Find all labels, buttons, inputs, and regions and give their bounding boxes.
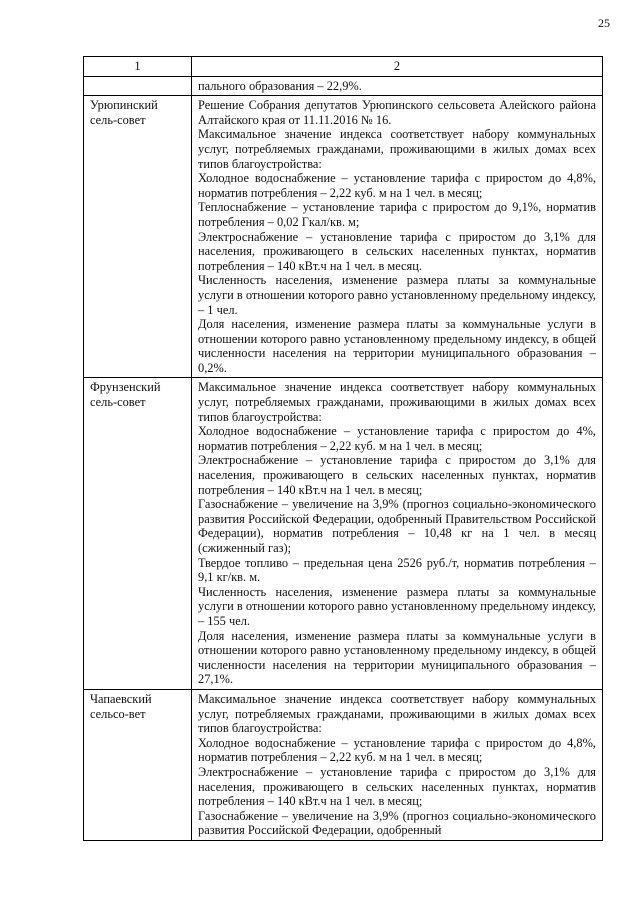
description-paragraph: Холодное водоснабжение – установление тарифа с приростом до 4,8%, норматив потребления – 2,22 куб. м на 1 чел. в месяц; xyxy=(198,735,596,765)
description-paragraph: пального образования – 22,9%. xyxy=(198,78,362,93)
description-paragraph: Холодное водоснабжение – установление тарифа с приростом до 4%, норматив потребления – 2,22 куб. м на 1 чел. в месяц; xyxy=(198,424,596,453)
table-body xyxy=(84,76,603,840)
description-paragraph: Решение Собрания депутатов Урюпинского сельсовета Алейского района Алтайского края от 11.11.2016 № 16. xyxy=(198,98,596,127)
description-paragraph: Максимальное значение индекса соответствует набору коммунальных услуг, потребляемых гражданами, проживающими в жилых домах всех типов благоустройства: xyxy=(198,127,596,171)
description-paragraph: Численность населения, изменение размера платы за коммунальные услуги в отношении которого равно установленному предельному индексу, – 1 чел. xyxy=(198,273,596,317)
description-paragraph: Теплоснабжение – установление тарифа с приростом до 9,1%, норматив потребления – 0,02 Гкал/кв. м; xyxy=(198,200,596,229)
page-number: 25 xyxy=(598,16,610,30)
description-cell xyxy=(192,689,603,840)
table-row xyxy=(84,689,603,840)
column-header-1: 1 xyxy=(84,57,192,77)
document-table xyxy=(83,56,603,841)
description-paragraph: Максимальное значение индекса соответствует набору коммунальных услуг, потребляемых гражданами, проживающими в жилых домах всех типов благоустройства: xyxy=(198,380,596,424)
description-paragraph: Численность населения, изменение размера платы за коммунальные услуги в отношении которого равно установленному предельному индексу, – 155 чел. xyxy=(198,584,596,628)
description-paragraph: Холодное водоснабжение – установление тарифа с приростом до 4,8%, норматив потребления – 2,22 куб. м на 1 чел. в месяц; xyxy=(198,171,596,200)
municipality-name-cell: Фрунзенский сель-совет xyxy=(84,378,192,689)
municipality-name-cell: Чапаевский сельсо-вет xyxy=(84,689,192,840)
description-paragraph: Газоснабжение – увеличение на 3,9% (прогноз социально-экономического развития Российской Федерации, одобренный Правительством Российской Федерации), норматив потребления – 10,48 кг на 1 чел. в месяц (сжиженный газ); xyxy=(198,497,596,555)
municipality-name-cell: Урюпинский сель-совет xyxy=(84,96,192,378)
municipality-name-cell xyxy=(84,76,192,96)
description-paragraph: Максимальное значение индекса соответствует набору коммунальных услуг, потребляемых гражданами, проживающими в жилых домах всех типов благоустройства: xyxy=(198,691,596,736)
description-paragraph: Электроснабжение – установление тарифа с приростом до 3,1% для населения, проживающего в сельских населенных пунктах, норматив потребления – 140 кВт.ч на 1 чел. в месяц; xyxy=(198,764,596,809)
description-cell xyxy=(192,96,603,378)
column-header-2: 2 xyxy=(192,57,603,77)
description-paragraph: Электроснабжение – установление тарифа с приростом до 3,1% для населения, проживающего в сельских населенных пунктах, норматив потребления – 140 кВт.ч на 1 чел. в месяц; xyxy=(198,453,596,497)
table-row xyxy=(84,378,603,689)
table-row xyxy=(84,76,603,96)
description-paragraph: Газоснабжение – увеличение на 3,9% (прогноз социально-экономического развития Российской Федерации, одобренный xyxy=(198,808,596,838)
table-row xyxy=(84,96,603,378)
description-paragraph: Доля населения, изменение размера платы за коммунальные услуги в отношении которого равно установленному предельному индексу, в общей численности населения на территории муниципального образования – 0,2%. xyxy=(198,317,596,375)
description-cell xyxy=(192,76,603,96)
description-paragraph: Твердое топливо – предельная цена 2526 руб./т, норматив потребления – 9,1 кг/кв. м. xyxy=(198,555,596,585)
table-header-row xyxy=(84,57,603,77)
description-paragraph: Доля населения, изменение размера платы за коммунальные услуги в отношении которого равно установленному предельному индексу, в общей численности населения на территории муниципального образования – 27,1%. xyxy=(198,628,596,687)
description-paragraph: Электроснабжение – установление тарифа с приростом до 3,1% для населения, проживающего в сельских населенных пунктах, норматив потребления – 140 кВт.ч на 1 чел. в месяц. xyxy=(198,229,596,273)
description-cell xyxy=(192,378,603,689)
